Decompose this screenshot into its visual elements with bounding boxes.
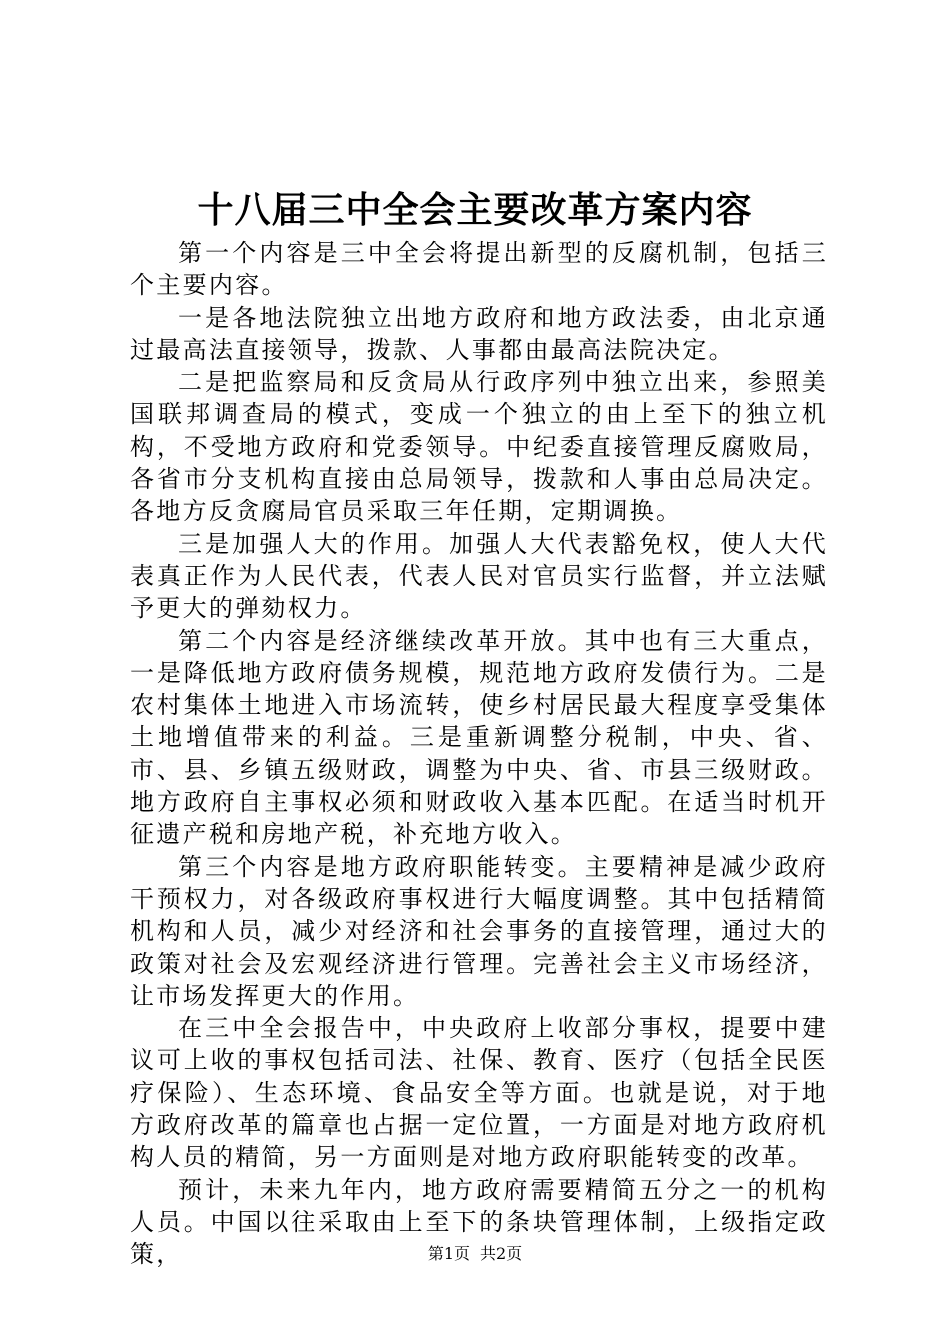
paragraph-6: 第三个内容是地方政府职能转变。主要精神是减少政府干预权力，对各级政府事权进行大幅度调整。其中包括精简机构和人员，减少对经济和社会事务的直接管理，通过大的政策对社会及宏观经济进行管理。完善社会主义市场经济，让市场发挥更大的作用。 [130, 852, 828, 1010]
paragraph-1: 第一个内容是三中全会将提出新型的反腐机制，包括三个主要内容。 [130, 239, 828, 300]
page-total: 共2页 [480, 1244, 523, 1263]
document-body [130, 237, 828, 1271]
document-title: 十八届三中全会主要改革方案内容 [197, 189, 753, 231]
paragraph-8: 预计，未来九年内，地方政府需要精简五分之一的机构人员。中国以往采取由上至下的条块管理体制，上级指定政策， [130, 1175, 828, 1269]
paragraph-4: 三是加强人大的作用。加强人大代表豁免权，使人大代表真正作为人民代表，代表人民对官员实行监督，并立法赋予更大的弹劾权力。 [130, 529, 828, 623]
paragraph-7: 在三中全会报告中，中央政府上收部分事权，提要中建议可上收的事权包括司法、社保、教育、医疗（包括全民医疗保险）、生态环境、食品安全等方面。也就是说，对于地方政府改革的篇章也占据一定位置，一方面是对地方政府机构人员的精简，另一方面则是对地方政府职能转变的改革。 [130, 1014, 828, 1172]
paragraph-5: 第二个内容是经济继续改革开放。其中也有三大重点，一是降低地方政府债务规模，规范地方政府发债行为。二是农村集体土地进入市场流转，使乡村居民最大程度享受集体土地增值带来的利益。三是重新调整分税制，中央、省、市、县、乡镇五级财政，调整为中央、省、市县三级财政。地方政府自主事权必须和财政收入基本匹配。在适当时机开征遗产税和房地产税，补充地方收入。 [130, 626, 828, 849]
paragraph-3: 二是把监察局和反贪局从行政序列中独立出来，参照美国联邦调查局的模式，变成一个独立的由上至下的独立机构，不受地方政府和党委领导。中纪委直接管理反腐败局，各省市分支机构直接由总局领导，拨款和人事由总局决定。各地方反贪腐局官员采取三年任期，定期调换。 [130, 368, 828, 526]
page-number: 第1页 [427, 1244, 470, 1263]
paragraph-2: 一是各地法院独立出地方政府和地方政法委，由北京通过最高法直接领导，拨款、人事都由最高法院决定。 [130, 303, 828, 364]
page-footer [0, 1243, 950, 1265]
